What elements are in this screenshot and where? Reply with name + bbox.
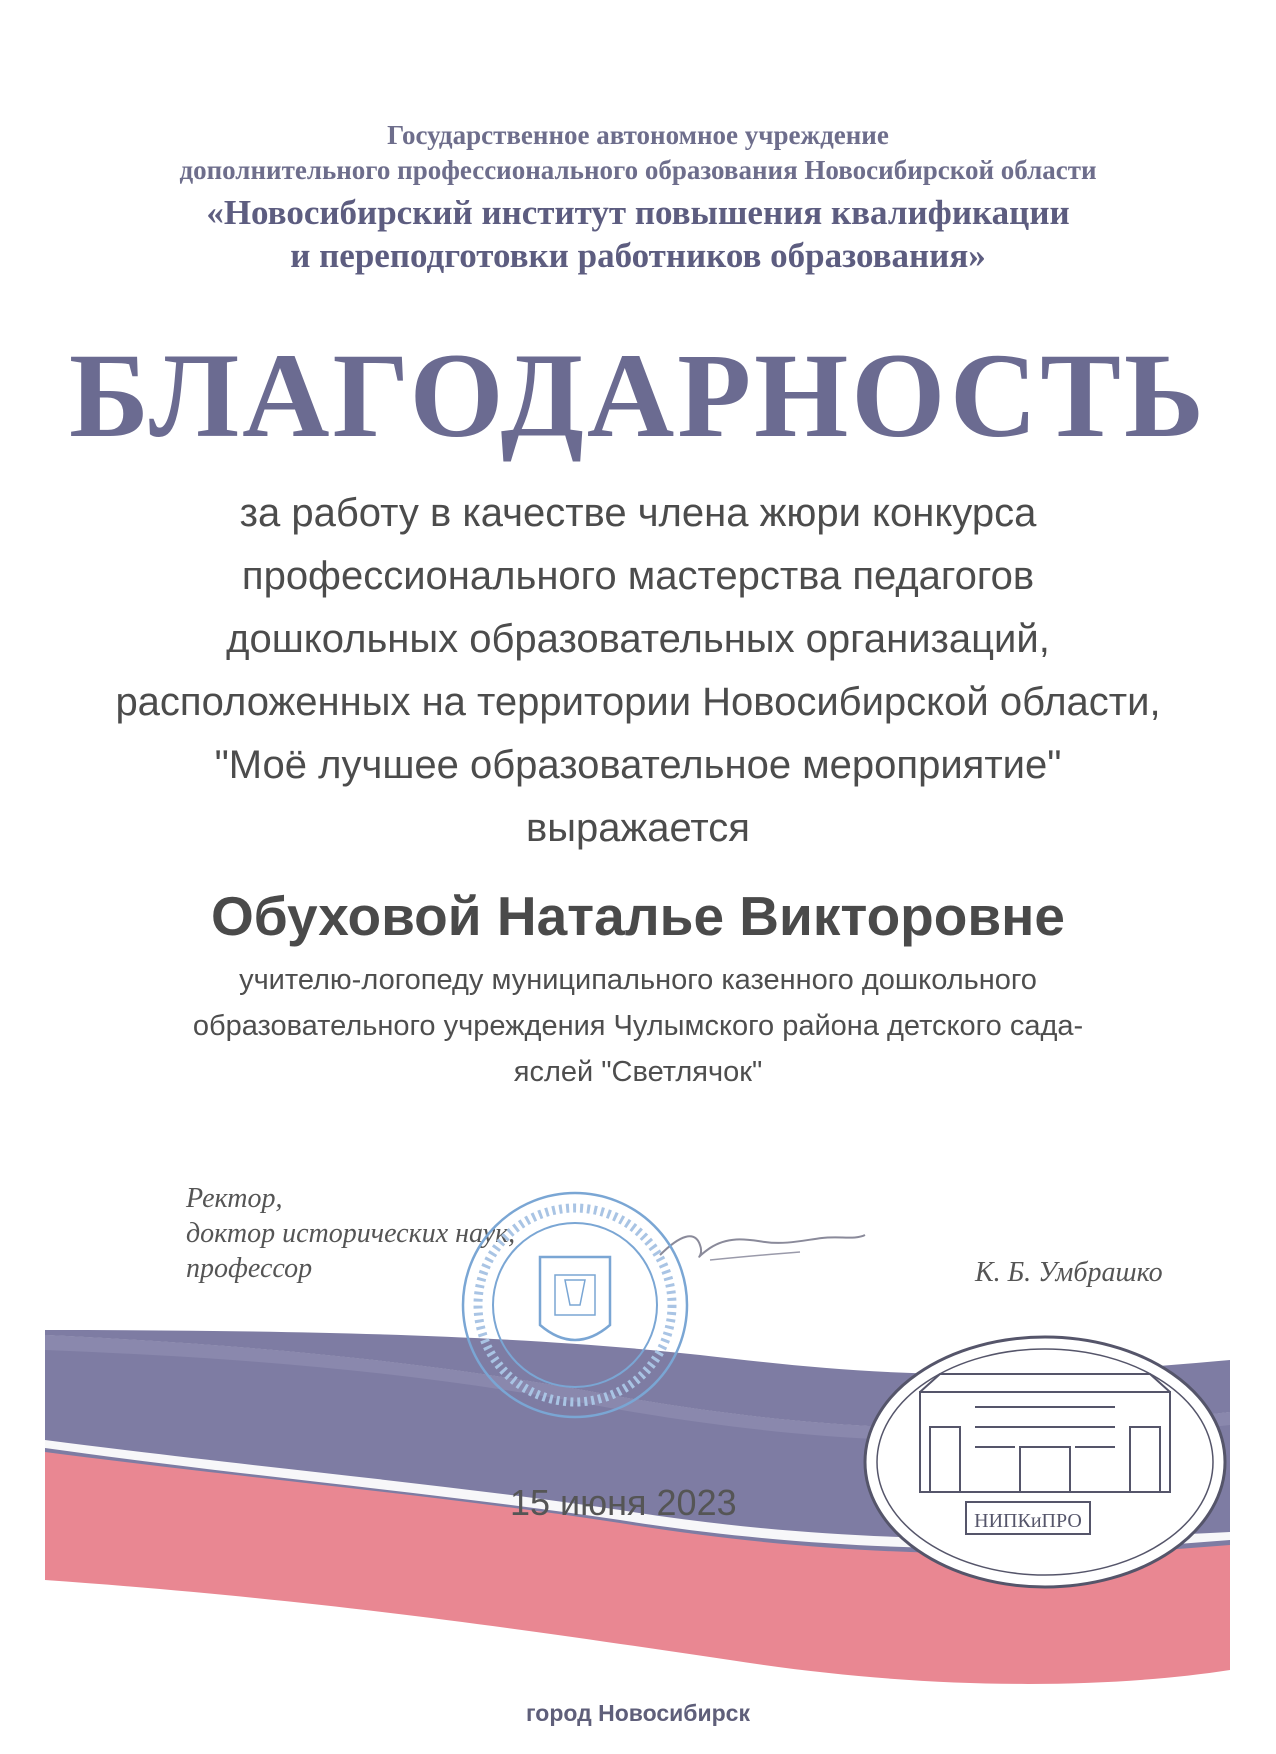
header-line-3: «Новосибирский институт повышения квалификации xyxy=(206,193,1070,232)
gratitude-text xyxy=(0,482,1276,860)
role-line: доктор исторических наук, xyxy=(186,1218,516,1249)
header-line-4: и переподготовки работников образования» xyxy=(290,236,986,275)
position-line: яслей "Светлячок" xyxy=(513,1056,763,1088)
issue-date: 15 июня 2023 xyxy=(510,1482,737,1523)
body-line: расположенных на территории Новосибирской области, xyxy=(115,680,1161,724)
body-line: "Моё лучшее образовательное мероприятие" xyxy=(214,743,1062,787)
body-line: выражается xyxy=(526,806,750,850)
city-label: город Новосибирск xyxy=(526,1700,750,1726)
logo-label: НИПКиПРО xyxy=(974,1510,1082,1532)
document-title: БЛАГОДАРНОСТЬ xyxy=(69,329,1207,463)
body-line: дошкольных образовательных организаций, xyxy=(226,617,1050,661)
header-line-1: Государственное автономное учреждение xyxy=(387,120,889,150)
signer-name: К. Б. Умбрашко xyxy=(975,1257,1163,1288)
position-line: учителю-логопеду муниципального казенного дошкольного xyxy=(239,964,1037,996)
position-line: образовательного учреждения Чулымского района детского сада- xyxy=(192,1010,1084,1042)
role-line: Ректор, xyxy=(186,1183,283,1214)
body-line: профессионального мастерства педагогов xyxy=(241,554,1035,598)
recipient-name: Обуховой Наталье Викторовне xyxy=(210,885,1065,947)
recipient-position xyxy=(0,957,1276,1095)
official-stamp xyxy=(455,1185,695,1425)
institute-logo xyxy=(860,1332,1230,1592)
header-line-2: дополнительного профессионального образования Новосибирской области xyxy=(179,155,1097,185)
body-line: за работу в качестве члена жюри конкурса xyxy=(239,491,1037,535)
role-line: профессор xyxy=(186,1253,313,1284)
